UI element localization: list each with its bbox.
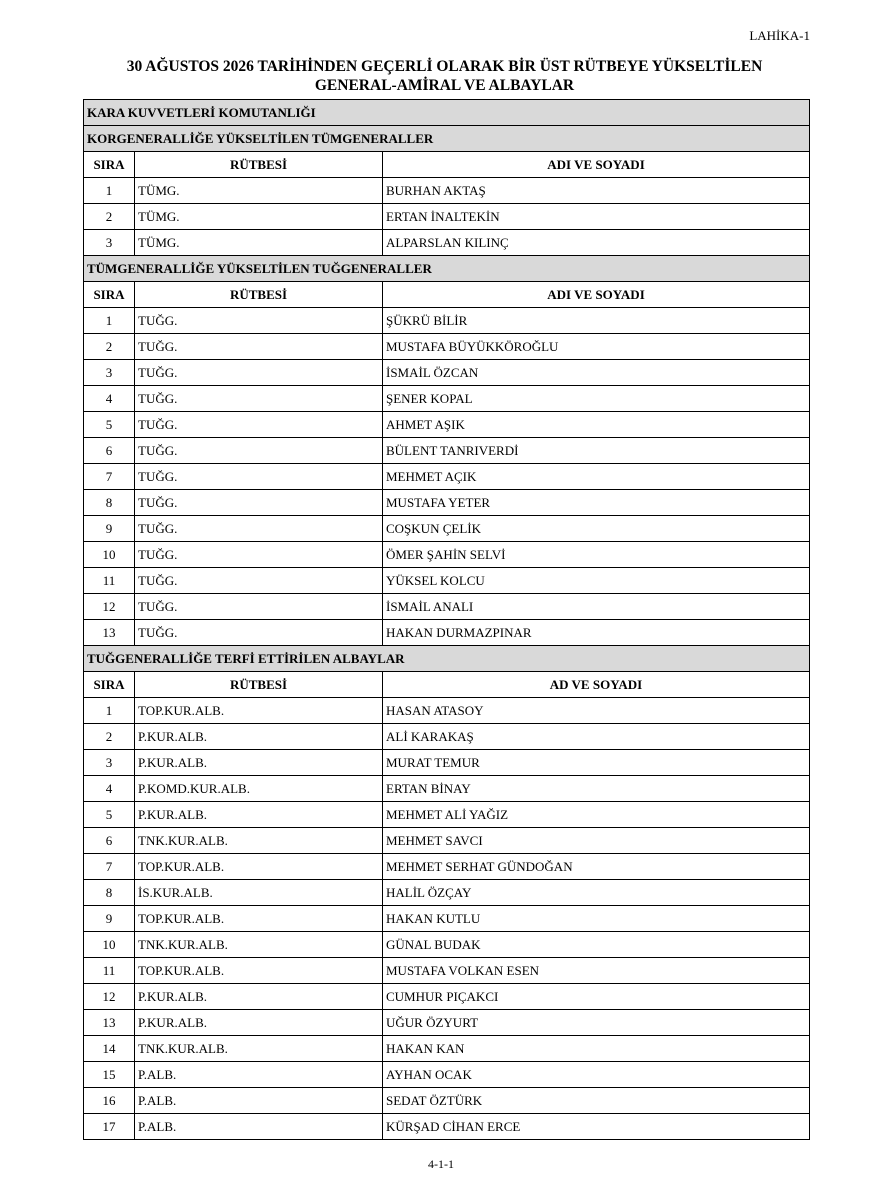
header-adi-soyadi: ADI VE SOYADI: [383, 152, 810, 178]
table-row: [84, 1114, 810, 1140]
row-name: HASAN ATASOY: [383, 698, 810, 724]
row-name: SEDAT ÖZTÜRK: [383, 1088, 810, 1114]
table-row: [84, 776, 810, 802]
table-row: [84, 594, 810, 620]
table-row: [84, 1036, 810, 1062]
row-rank: TUĞG.: [135, 542, 383, 568]
row-rank: P.KUR.ALB.: [135, 724, 383, 750]
header-row: [84, 282, 810, 308]
table-row: [84, 516, 810, 542]
row-name: İSMAİL ÖZCAN: [383, 360, 810, 386]
section-row: [84, 256, 810, 282]
table-row: [84, 620, 810, 646]
row-name: HAKAN KAN: [383, 1036, 810, 1062]
header-rutbesi: RÜTBESİ: [135, 672, 383, 698]
table-row: [84, 1088, 810, 1114]
row-number: 7: [84, 854, 135, 880]
row-rank: TOP.KUR.ALB.: [135, 698, 383, 724]
table-row: [84, 724, 810, 750]
row-number: 13: [84, 1010, 135, 1036]
row-rank: TNK.KUR.ALB.: [135, 932, 383, 958]
row-name: BURHAN AKTAŞ: [383, 178, 810, 204]
row-number: 15: [84, 1062, 135, 1088]
row-name: MURAT TEMUR: [383, 750, 810, 776]
row-number: 14: [84, 1036, 135, 1062]
row-number: 12: [84, 984, 135, 1010]
row-name: MUSTAFA VOLKAN ESEN: [383, 958, 810, 984]
document-title: [80, 57, 809, 95]
section-title: KORGENERALLİĞE YÜKSELTİLEN TÜMGENERALLER: [84, 126, 810, 152]
row-name: MUSTAFA YETER: [383, 490, 810, 516]
row-rank: P.KUR.ALB.: [135, 802, 383, 828]
row-number: 6: [84, 438, 135, 464]
row-name: HAKAN DURMAZPINAR: [383, 620, 810, 646]
row-rank: TUĞG.: [135, 308, 383, 334]
row-name: CUMHUR PIÇAKCI: [383, 984, 810, 1010]
table-row: [84, 412, 810, 438]
row-number: 7: [84, 464, 135, 490]
header-adi-soyadi: ADI VE SOYADI: [383, 282, 810, 308]
row-rank: TÜMG.: [135, 230, 383, 256]
header-sira: SIRA: [84, 282, 135, 308]
row-number: 11: [84, 958, 135, 984]
row-number: 1: [84, 178, 135, 204]
table-row: [84, 386, 810, 412]
row-rank: TNK.KUR.ALB.: [135, 1036, 383, 1062]
row-name: YÜKSEL KOLCU: [383, 568, 810, 594]
row-number: 13: [84, 620, 135, 646]
row-rank: TUĞG.: [135, 360, 383, 386]
row-rank: TUĞG.: [135, 334, 383, 360]
promotion-table: [83, 99, 810, 1140]
row-rank: TÜMG.: [135, 178, 383, 204]
table-row: [84, 542, 810, 568]
annex-label: LAHİKA-1: [749, 28, 810, 43]
row-name: ERTAN İNALTEKİN: [383, 204, 810, 230]
row-name: ŞÜKRÜ BİLİR: [383, 308, 810, 334]
row-number: 6: [84, 828, 135, 854]
header-row: [84, 672, 810, 698]
table-row: [84, 906, 810, 932]
row-name: MEHMET ALİ YAĞIZ: [383, 802, 810, 828]
row-rank: P.KUR.ALB.: [135, 1010, 383, 1036]
table-row: [84, 750, 810, 776]
table-row: [84, 360, 810, 386]
header-sira: SIRA: [84, 672, 135, 698]
row-name: AYHAN OCAK: [383, 1062, 810, 1088]
row-rank: TÜMG.: [135, 204, 383, 230]
promotion-table-body: [84, 100, 810, 1140]
row-name: AHMET AŞIK: [383, 412, 810, 438]
row-rank: TUĞG.: [135, 386, 383, 412]
row-number: 9: [84, 906, 135, 932]
row-number: 5: [84, 802, 135, 828]
row-name: MEHMET SAVCI: [383, 828, 810, 854]
row-rank: P.KOMD.KUR.ALB.: [135, 776, 383, 802]
row-rank: İS.KUR.ALB.: [135, 880, 383, 906]
page-number: 4-1-1: [428, 1157, 454, 1171]
header-rutbesi: RÜTBESİ: [135, 282, 383, 308]
row-name: MUSTAFA BÜYÜKKÖROĞLU: [383, 334, 810, 360]
row-name: BÜLENT TANRIVERDİ: [383, 438, 810, 464]
row-name: ALPARSLAN KILINÇ: [383, 230, 810, 256]
row-name: ERTAN BİNAY: [383, 776, 810, 802]
row-number: 17: [84, 1114, 135, 1140]
row-number: 3: [84, 750, 135, 776]
command-row: [84, 100, 810, 126]
title-line-1: 30 AĞUSTOS 2026 TARİHİNDEN GEÇERLİ OLARAK BİR ÜST RÜTBEYE YÜKSELTİLEN: [126, 58, 763, 75]
row-number: 16: [84, 1088, 135, 1114]
row-number: 3: [84, 360, 135, 386]
row-number: 1: [84, 698, 135, 724]
table-row: [84, 880, 810, 906]
row-rank: TOP.KUR.ALB.: [135, 906, 383, 932]
table-row: [84, 204, 810, 230]
header-rutbesi: RÜTBESİ: [135, 152, 383, 178]
table-row: [84, 568, 810, 594]
row-number: 10: [84, 542, 135, 568]
row-number: 12: [84, 594, 135, 620]
row-number: 2: [84, 334, 135, 360]
row-number: 5: [84, 412, 135, 438]
row-name: MEHMET AÇIK: [383, 464, 810, 490]
row-name: ÖMER ŞAHİN SELVİ: [383, 542, 810, 568]
section-row: [84, 646, 810, 672]
row-name: KÜRŞAD CİHAN ERCE: [383, 1114, 810, 1140]
row-name: MEHMET SERHAT GÜNDOĞAN: [383, 854, 810, 880]
row-rank: P.ALB.: [135, 1088, 383, 1114]
table-row: [84, 438, 810, 464]
table-row: [84, 334, 810, 360]
header-adi-soyadi: AD VE SOYADI: [383, 672, 810, 698]
row-rank: TUĞG.: [135, 568, 383, 594]
row-number: 2: [84, 724, 135, 750]
section-title: TUĞGENERALLİĞE TERFİ ETTİRİLEN ALBAYLAR: [84, 646, 810, 672]
row-number: 11: [84, 568, 135, 594]
table-row: [84, 178, 810, 204]
row-rank: TOP.KUR.ALB.: [135, 958, 383, 984]
table-row: [84, 1010, 810, 1036]
table-row: [84, 230, 810, 256]
title-line-2: GENERAL-AMİRAL VE ALBAYLAR: [314, 77, 575, 94]
section-title: TÜMGENERALLİĞE YÜKSELTİLEN TUĞGENERALLER: [84, 256, 810, 282]
row-rank: TNK.KUR.ALB.: [135, 828, 383, 854]
row-name: HAKAN KUTLU: [383, 906, 810, 932]
row-name: İSMAİL ANALI: [383, 594, 810, 620]
header-row: [84, 152, 810, 178]
row-rank: TUĞG.: [135, 516, 383, 542]
row-rank: TUĞG.: [135, 594, 383, 620]
row-number: 8: [84, 880, 135, 906]
row-number: 3: [84, 230, 135, 256]
command-name: KARA KUVVETLERİ KOMUTANLIĞI: [84, 100, 810, 126]
table-row: [84, 490, 810, 516]
section-row: [84, 126, 810, 152]
row-rank: P.KUR.ALB.: [135, 984, 383, 1010]
row-rank: P.ALB.: [135, 1062, 383, 1088]
table-row: [84, 802, 810, 828]
row-rank: TUĞG.: [135, 620, 383, 646]
row-number: 4: [84, 386, 135, 412]
header-sira: SIRA: [84, 152, 135, 178]
row-number: 8: [84, 490, 135, 516]
row-name: COŞKUN ÇELİK: [383, 516, 810, 542]
row-number: 10: [84, 932, 135, 958]
row-number: 4: [84, 776, 135, 802]
table-row: [84, 308, 810, 334]
row-rank: TUĞG.: [135, 438, 383, 464]
row-number: 2: [84, 204, 135, 230]
row-rank: TUĞG.: [135, 490, 383, 516]
table-row: [84, 828, 810, 854]
row-name: HALİL ÖZÇAY: [383, 880, 810, 906]
table-row: [84, 854, 810, 880]
row-rank: TOP.KUR.ALB.: [135, 854, 383, 880]
table-row: [84, 1062, 810, 1088]
row-rank: TUĞG.: [135, 464, 383, 490]
row-name: GÜNAL BUDAK: [383, 932, 810, 958]
row-rank: TUĞG.: [135, 412, 383, 438]
row-rank: P.ALB.: [135, 1114, 383, 1140]
row-name: UĞUR ÖZYURT: [383, 1010, 810, 1036]
row-name: ALİ KARAKAŞ: [383, 724, 810, 750]
table-row: [84, 984, 810, 1010]
row-number: 9: [84, 516, 135, 542]
row-name: ŞENER KOPAL: [383, 386, 810, 412]
table-row: [84, 698, 810, 724]
row-number: 1: [84, 308, 135, 334]
table-row: [84, 958, 810, 984]
table-row: [84, 464, 810, 490]
table-row: [84, 932, 810, 958]
row-rank: P.KUR.ALB.: [135, 750, 383, 776]
